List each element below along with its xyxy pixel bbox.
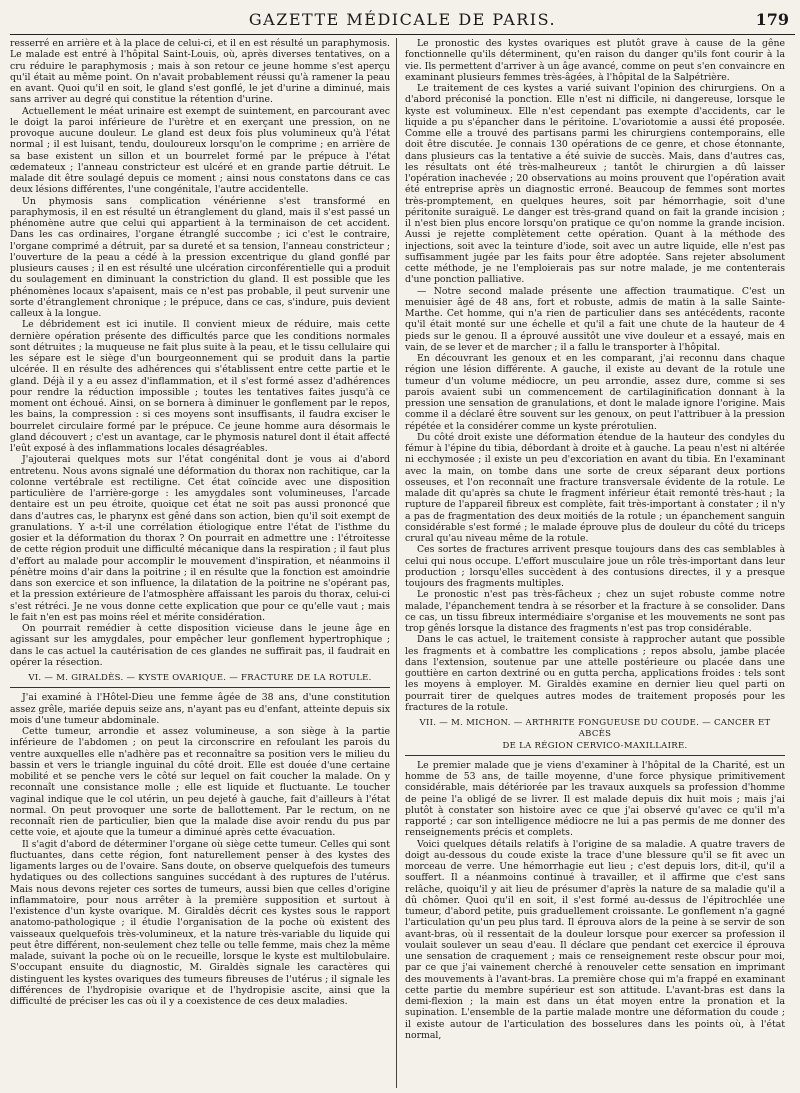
section-heading-vi: VI. — M. GIRALDÈS. — KYSTE OVARIQUE. — FRACTURE DE LA ROTULE. — [10, 673, 390, 688]
paragraph: Le pronostic n'est pas très-fâcheux ; chez un sujet robuste comme notre malade, l'épanchement tendra à se résorber et la fracture à se consolider. Dans ce cas, un tissu fibreux intermédiaire s'organise et les mouvements ne sont pas trop gênés lorsque la distance des fragments n'est pas trop considérable. — [405, 589, 785, 634]
paragraph: J'ai examiné à l'Hôtel-Dieu une femme âgée de 38 ans, d'une constitution assez grêle, mariée depuis seize ans, n'ayant pas eu d'enfant, atteinte depuis six mois d'une tumeur abdominale. — [10, 692, 390, 726]
page-header — [10, 8, 795, 35]
left-column — [10, 38, 390, 1088]
paragraph: En découvrant les genoux et en les comparant, j'ai reconnu dans chaque région une lésion différente. A gauche, il existe au devant de la rotule une tumeur d'un volume médiocre, un peu arrondie, assez dure, comme si ses parois avaient subi un commencement de cartilaginification donnant à la pression une sensation de granulations, et dont le malade ignore l'origine. Mais comme il a déclaré être souvent sur les genoux, on peut l'attribuer à la pression répétée et la considérer comme un kyste prérotulien. — [405, 353, 785, 432]
paragraph: Le débridement est ici inutile. Il convient mieux de réduire, mais cette dernière opération présente des difficultés parce que les conditions normales sont détruites ; la muqueuse ne fait plus suite à la peau, et le tissu cellulaire qui les sépare est le siège d'un bourgeonnement qui se produit dans la partie ulcérée. Il en résulte des adhérences qui s'établissent entre cette partie et le gland. Déjà il y a eu assez d'inflammation, et il s'est formé assez d'adhérences pour rendre la réduction impossible ; toutes les tentatives faites jusqu'à ce moment ont échoué. Ainsi, on se bornera à diminuer le gonflement par le repos, les bains, la compression : si ces moyens sont insuffisants, il faudra exciser le bourrelet circulaire formé par le prépuce. Ce jeune homme aura désormais le gland découvert ; c'est un avantage, car le phymosis naturel dont il était affecté l'eût exposé à des inflammations locales désagréables. — [10, 319, 390, 454]
paragraph: Ces sortes de fractures arrivent presque toujours dans des cas semblables à celui qui nous occupe. L'effort musculaire joue un rôle très-important dans leur production ; lorsqu'elles succèdent à des contusions directes, il y a presque toujours des fragments multiples. — [405, 544, 785, 589]
paragraph: Le premier malade que je viens d'examiner à l'hôpital de la Charité, est un homme de 53 ans, de taille moyenne, d'une force physique primitivement considérable, mais détériorée par les travaux auxquels sa profession d'homme de peine l'a obligé de se livrer. Il est malade depuis dix huit mois ; mais j'ai plutôt à constater son histoire avec ce que j'ai observé qu'avec ce qu'il m'a rapporté ; car son intelligence médiocre ne lui a pas permis de me donner des renseignements précis et complets. — [405, 759, 785, 839]
paragraph: Du côté droit existe une déformation étendue de la hauteur des condyles du fémur à l'épine du tibia, débordant à droite et à gauche. La peau n'est ni altérée ni ecchymosée ; il existe un peu d'excoriation en avant du tibia. En l'examinant avec la main, on tombe dans une sorte de creux séparant deux portions osseuses, et l'on reconnaît une fracture transversale évidente de la rotule. Le malade dit qu'après sa chute le fragment inférieur était remonté très-haut ; la rupture de l'appareil fibreux est complète, fait très-important à constater ; il n'y a pas de fragmentation des deux moitiés de la rotule ; un épanchement sanguin considérable s'est formé ; le malade éprouve plus de douleur du côté du triceps crural qu'au niveau même de la rotule. — [405, 431, 785, 544]
paragraph: Il s'agit d'abord de déterminer l'organe où siège cette tumeur. Celles qui sont fluctuantes, dans cette région, font naturellement penser à des kystes des ligaments larges ou de l'ovaire. Sans doute, on observe quelquefois des tumeurs hydatiques ou des collections sanguines succédant à des ruptures de l'utérus. Mais nous devons rejeter ces sortes de tumeurs, aussi bien que celles d'origine inflammatoire, pour nous arrêter à la première supposition et surtout à l'existence d'un kyste ovarique. M. Giraldès décrit ces kystes sous le rapport anatomo-pathologique ; il étudie l'organisation de la poche où existent des vaisseaux quelquefois très-volumineux, et la nature très-variable du liquide qui peut être différent, non-seulement chez telle ou telle femme, mais chez la même malade, suivant la poche où on le recueille, lorsque le kyste est multilobulaire. S'occupant ensuite du diagnostic, M. Giraldès signale les caractères qui distinguent les kystes ovariques des tumeurs fibreuses de l'utérus ; il signale les différences de l'hydropisie ovarique et de l'hydropisie ascite, ainsi que la difficulté de préciser les cas où il y a coexistence de ces deux maladies. — [10, 838, 390, 1007]
right-column — [405, 38, 785, 1088]
paragraph: Le pronostic des kystes ovariques est plutôt grave à cause de la gêne fonctionnelle qu'ils déterminent, qu'en raison du danger qu'ils font courir à la vie. Ils permettent d'arriver à un âge avancé, comme on peut s'en convaincre en examinant plusieurs femmes très-âgées, à l'hôpital de la Salpétrière. — [405, 38, 785, 83]
paragraph: Un phymosis sans complication vénérienne s'est transformé en paraphymosis, il en est résulté un étranglement du gland, mais il s'est passé un phénomène autre que celui qui appartient à la terminaison de cet accident. Dans les cas ordinaires, l'organe étranglé succombe ; ici c'est le contraire, l'organe comprimé a détruit, par sa dureté et sa tension, l'anneau constricteur ; l'ouverture de la peau a cédé à la pression excentrique du gland gonflé par plusieurs causes ; il en est résulté une ulcération circonférentielle qui a produit du soulagement en diminuant la constriction du gland. Il est possible que les phénomènes locaux s'apaisent, mais ce n'est pas probable, il peut survenir une sorte d'étranglement chronique ; le prépuce, dans ce cas, s'indure, puis devient calleux à la longue. — [10, 195, 390, 319]
column-divider — [396, 38, 397, 1088]
paragraph: Cette tumeur, arrondie et assez volumineuse, a son siège à la partie inférieure de l'abdomen ; on peut la circonscrire en refoulant les parois du ventre auxquelles elle n'adhère pas et reconnaître sa position vers le milieu du bassin et vers le triangle inguinal du côté droit. Elle est douée d'une certaine mobilité et se penche vers le côté sur lequel on fait coucher la malade. On y reconnaît une consistance molle ; elle est liquide et fluctuante. Le toucher vaginal indique que le col utérin, un peu dejeté à gauche, fait d'ailleurs à l'état normal. On peut provoquer une sorte de ballottement. Par le rectum, on ne reconnaît rien de particulier, bien que la malade dise avoir rendu du pus par cette voie, et ajoute que la tumeur a diminué après cette évacuation. — [10, 726, 390, 839]
section-heading-line: VII. — M. MICHON. — ARTHRITE FONGUEUSE DU COUDE. — CANCER ET ABCÈS — [419, 718, 771, 740]
paragraph: — Notre second malade présente une affection traumatique. C'est un menuisier âgé de 48 ans, fort et robuste, admis de matin à la salle Sainte-Marthe. Cet homme, qui n'a rien de particulier dans ses antécédents, raconte qu'il était monté sur une échelle et qu'il a fait une chute de la hauteur de 4 pieds sur le genou. Il a éprouvé aussitôt une vive douleur et a essayé, mais en vain, de se lever et de marcher ; il a fallu le transporter à l'hôpital. — [405, 285, 785, 353]
paragraph: J'ajouterai quelques mots sur l'état congénital dont je vous ai d'abord entretenu. Nous avons signalé une déformation du thorax non rachitique, car la colonne vertébrale est rectiligne. Cet état coïncide avec une disposition particulière de l'arrière-gorge : les amygdales sont volumineuses, l'arcade dentaire est un peu étroite, quoique cet état ne soit pas aussi prononcé que dans d'autres cas, le pharynx est gêné dans son action, bien qu'il soit exempt de granulations. Y a-t-il une corrélation étiologique entre l'état de l'isthme du gosier et la déformation du thorax ? On pourrait en admettre une : l'étroitesse de cette région produit une difficulté mécanique dans la respiration ; il faut plus d'effort au malade pour accomplir le mouvement d'inspiration, et néanmoins il pénètre moins d'air dans la poitrine ; il en résulte que la fonction est amoindrie dans son exercice et son influence, la dilatation de la poitrine ne s'opérant pas, et la pression extérieure de l'atmosphère affaissant les parois du thorax, celui-ci s'est rétréci. Je ne vous donne cette explication que pour ce qu'elle vaut ; mais le fait n'en est pas moins réel et mérite considération. — [10, 454, 390, 623]
paragraph: Actuellement le méat urinaire est exempt de suintement, en parcourant avec le doigt la paroi inférieure de l'urètre et en exerçant une pression, on ne provoque aucune douleur. Le gland est deux fois plus volumineux qu'à l'état normal ; il est luisant, tendu, douloureux lorsqu'on le comprime ; en arrière de sa base existent un sillon et un bourrelet formé par le prépuce à l'état œdemateux ; l'anneau constricteur est ulcéré et en grande partie détruit. Le malade dit être soulagé depuis ce moment ; ainsi nous constatons dans ce cas deux lésions différentes, l'une congénitale, l'autre accidentelle. — [10, 105, 390, 196]
page-number: 179 — [755, 10, 789, 29]
paragraph: Le traitement de ces kystes a varié suivant l'opinion des chirurgiens. On a d'abord préconisé la ponction. Elle n'est ni difficile, ni dangereuse, lorsque le kyste est volumineux. Elle n'est cependant pas exempte d'accidents, car le liquide a pu s'épancher dans le péritoine. L'ovariotomie a aussi été proposée. Comme elle a trouvé des partisans parmi les chirurgiens contemporains, elle doit être discutée. Je connais 130 opérations de ce genre, et chose étonnante, dans plusieurs cas la tentative a été suivie de succès. Mais, dans d'autres cas, les résultats ont été très-malheureux ; tantôt le chirurgien a dû laisser l'opération inachevée ; 20 observations au moins prouvent que l'opération avait été entreprise après un diagnostic erroné. Beaucoup de femmes sont mortes très-promptement, en quelques heures, soit par hémorrhagie, soit d'une péritonite suraiguë. Le danger est très-grand quand on fait la grande incision ; il n'est bien plus encore lorsqu'on pratique ce qu'on nomme la grande incision. Aussi je rejette complètement cette opération. Quant à la méthode des injections, soit avec la teinture d'iode, soit avec un autre liquide, elle n'est pas suffisamment jugée par les faits pour être adoptée. Sans rejeter absolument cette méthode, je ne l'emploierais pas sur notre malade, je me contenterais d'une ponction palliative. — [405, 83, 785, 286]
paragraph: resserré en arrière et à la place de celui-ci, et il en est résulté un paraphymosis. Le malade est entré à l'hôpital Saint-Louis, où, après diverses tentatives, on a cru réduire le paraphymosis ; mais à son retour ce jeune homme s'est aperçu qu'il était au même point. On n'avait probablement réussi qu'à ramener la peau en avant. Quoi qu'il en soit, le gland s'est gonflé, le jet d'urine a diminué, mais sans arriver au degré qui constitue la rétention d'urine. — [10, 38, 390, 106]
section-heading-line: DE LA RÉGION CERVICO-MAXILLAIRE. — [502, 740, 688, 751]
journal-title: GAZETTE MÉDICALE DE PARIS. — [248, 10, 557, 29]
paragraph: Dans le cas actuel, le traitement consiste à rapprocher autant que possible les fragments et à combattre les complications ; repos absolu, jambe placée dans l'extension, soutenue par une attelle postérieure ou placée dans une gouttière en carton dextriné ou en gutta percha, applications froides : tels sont les moyens à employer. M. Giraldès examine en dernier lieu quel parti on pourrait tirer de quelques autres modes de traitement proposés pour les fractures de la rotule. — [405, 634, 785, 713]
paragraph: On pourrait remédier à cette disposition vicieuse dans le jeune âge en agissant sur les amygdales, pour empêcher leur gonflement hypertrophique ; dans le cas actuel la cautérisation de ces glandes ne suffirait pas, il faudrait en opérer la résection. — [10, 623, 390, 668]
section-heading-vii — [405, 718, 785, 756]
paragraph: Voici quelques détails relatifs à l'origine de sa maladie. A quatre travers de doigt au-dessous du coude existe la trace d'une blessure qu'il se fit avec un morceau de verre. Une hémorrhagie eut lieu ; c'est depuis lors, dit-il, qu'il a souffert. Il a néanmoins continué à travailler, et il affirme que c'est sans relâche, quoiqu'il y ait lieu de présumer d'après la nature de sa maladie qu'il a dû chômer. Quoi qu'il en soit, il s'est formé au-dessus de l'épitrochlée une tumeur, d'abord petite, puis graduellement croissante. Le gonflement n'a gagné l'articulation qu'un peu plus tard. Il éprouva alors de la peine à se servir de son avant-bras, où il ressentait de la douleur lorsque pour exercer sa profession il voulait soulever un seau d'eau. Il déclare que pendant cet exercice il éprouva une sensation de craquement ; mais ce renseignement reste obscur pour moi, par ce que j'ai vainement cherché à renouveler cette sensation en imprimant des mouvements à l'avant-bras. La première chose qui m'a frappé en examinant cette partie du membre supérieur est son attitude. L'avant-bras est dans la demi-flexion ; la main est dans un état moyen entre la pronation et la supination. L'ensemble de la partie malade montre une déformation du coude ; il existe autour de l'articulation des bosselures dans les points où, à l'état normal, — [405, 838, 785, 1041]
